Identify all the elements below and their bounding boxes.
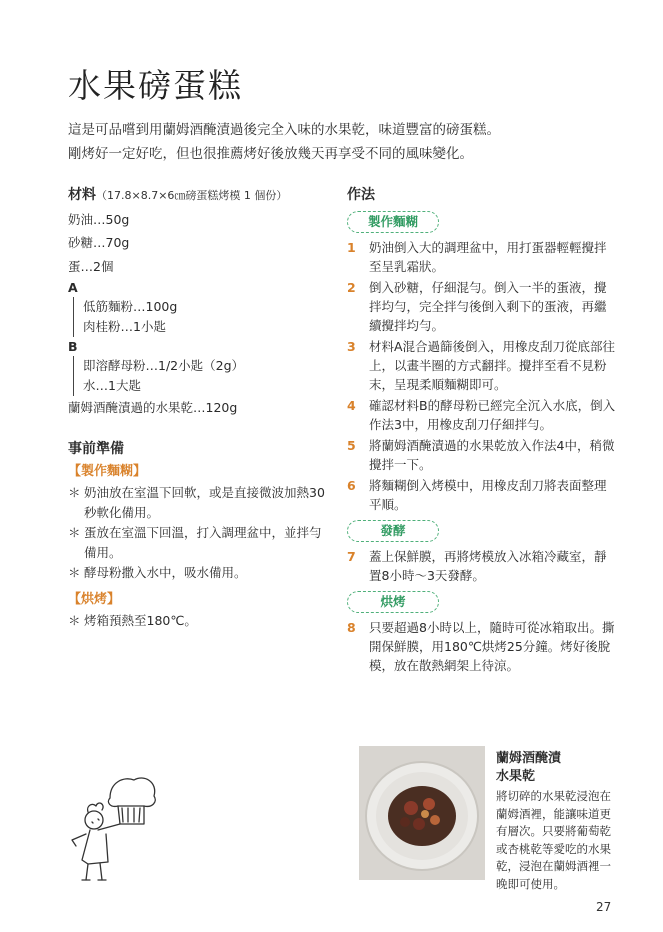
prep-heading: 事前準備 — [68, 440, 124, 457]
prep-note — [68, 483, 328, 523]
ingredient-item: 蛋…2個 — [68, 258, 114, 274]
ingredient-item: 低筋麵粉…100g — [83, 299, 178, 314]
baker-illustration-icon — [68, 768, 158, 888]
ingredient-item: 蘭姆酒醃漬過的水果乾…120g — [68, 400, 238, 415]
sidebar-line: 或杏桃乾等愛吃的水果 — [496, 841, 611, 856]
section-pill-baking: 烘烤 — [347, 591, 439, 613]
prep-subheading: 【烘烤】 — [68, 591, 121, 607]
method-column — [347, 184, 617, 677]
note-marker: ＊ — [68, 612, 81, 628]
step-number: 3 — [347, 339, 356, 354]
sidebar-line: 乾，浸泡在蘭姆酒裡一 — [496, 859, 611, 873]
ingredient-item: 水…1大匙 — [83, 378, 141, 393]
ingredients-heading-label: 材料 — [68, 187, 96, 203]
note-text: 奶油放在室溫下回軟，或是直接微波加熱30秒軟化備用。 — [84, 484, 325, 520]
prep-note — [68, 523, 328, 563]
bowl-of-soaked-dried-fruit-photo — [359, 746, 485, 880]
section-pill-fermentation: 發酵 — [347, 520, 439, 542]
step-text: 倒入砂糖，仔細混勻。倒入一半的蛋液，攪拌均勻，完全拌勻後倒入剩下的蛋液，再繼續攪拌均勻。 — [369, 280, 607, 333]
method-step — [347, 278, 617, 335]
ingredient-group-a — [73, 297, 328, 337]
method-step — [347, 547, 617, 585]
ingredient-item: 砂糖…70g — [68, 235, 130, 250]
sidebar-line: 有層次。只要將葡萄乾 — [496, 824, 611, 838]
prep-subheading: 【製作麵糊】 — [68, 463, 147, 479]
page-title: 水果磅蛋糕 — [68, 66, 243, 105]
sidebar-line: 將切碎的水果乾浸泡在 — [496, 789, 611, 803]
step-text: 蓋上保鮮膜，再將烤模放入冰箱冷藏室，靜置8小時～3天發酵。 — [369, 549, 607, 583]
sidebar-line: 晚即可使用。 — [496, 876, 565, 891]
page-number: 27 — [596, 900, 612, 914]
step-text: 只要超過8小時以上，隨時可從冰箱取出。撕開保鮮膜，用180℃烘烤25分鐘。烤好後脫模，放在散熱網架上待涼。 — [369, 620, 615, 673]
method-step — [347, 337, 617, 394]
sidebar-title-line: 蘭姆酒醃漬 — [496, 751, 562, 766]
step-number: 7 — [347, 549, 356, 564]
step-text: 確認材料B的酵母粉已經完全沉入水底，倒入作法3中，用橡皮刮刀仔細拌勻。 — [369, 398, 616, 432]
sidebar-line: 蘭姆酒裡，能讓味道更 — [496, 806, 611, 821]
note-marker: ＊ — [68, 524, 81, 540]
note-text: 烤箱預熱至180℃。 — [84, 612, 197, 628]
step-number: 1 — [347, 240, 356, 255]
method-heading: 作法 — [347, 187, 375, 203]
step-text: 將麵糊倒入烤模中，用橡皮刮刀將表面整理平順。 — [369, 478, 607, 512]
step-number: 2 — [347, 280, 356, 295]
step-number: 5 — [347, 438, 356, 453]
intro-text — [68, 118, 500, 166]
note-text: 蛋放在室溫下回溫，打入調理盆中，並拌勻備用。 — [84, 524, 322, 560]
photo-image — [359, 746, 485, 880]
ingredient-group-b — [73, 356, 328, 396]
method-step — [347, 618, 617, 675]
step-number: 6 — [347, 478, 356, 493]
step-text: 材料A混合過篩後倒入，用橡皮刮刀從底部往上，以畫半圈的方式翻拌。攪拌至看不見粉末，呈現柔順麵糊即可。 — [369, 339, 616, 392]
prep-note — [68, 563, 328, 583]
ingredient-item: 即溶酵母粉…1/2小匙（2g） — [83, 358, 245, 373]
left-column — [68, 184, 328, 631]
method-step — [347, 436, 617, 474]
section-pill-batter: 製作麵糊 — [347, 211, 439, 233]
note-text: 酵母粉撒入水中，吸水備用。 — [84, 564, 247, 580]
step-text: 奶油倒入大的調理盆中，用打蛋器輕輕攪拌至呈乳霜狀。 — [369, 240, 607, 274]
prep-note — [68, 611, 328, 631]
intro-line: 剛烤好一定好吃，但也很推薦烤好後放幾天再享受不同的風味變化。 — [68, 146, 473, 162]
sidebar-body — [496, 788, 616, 893]
step-number: 4 — [347, 398, 356, 413]
sidebar-title — [496, 750, 561, 786]
method-step — [347, 238, 617, 276]
sidebar-title-line: 水果乾 — [496, 769, 536, 784]
ingredient-group-b-label: B — [68, 339, 78, 354]
intro-line: 這是可品嚐到用蘭姆酒醃漬過後完全入味的水果乾，味道豐富的磅蛋糕。 — [68, 122, 500, 138]
ingredient-item: 奶油…50g — [68, 211, 130, 227]
method-step — [347, 396, 617, 434]
step-number: 8 — [347, 620, 356, 635]
note-marker: ＊ — [68, 564, 81, 580]
ingredient-group-a-label: A — [68, 280, 78, 295]
ingredient-item: 肉桂粉…1小匙 — [83, 319, 166, 334]
method-step — [347, 476, 617, 514]
step-text: 將蘭姆酒醃漬過的水果乾放入作法4中，稍微攪拌一下。 — [369, 438, 615, 472]
ingredients-heading — [68, 184, 328, 208]
note-marker: ＊ — [68, 484, 81, 500]
ingredients-heading-note: （17.8×8.7×6㎝磅蛋糕烤模 1 個份） — [96, 189, 288, 202]
